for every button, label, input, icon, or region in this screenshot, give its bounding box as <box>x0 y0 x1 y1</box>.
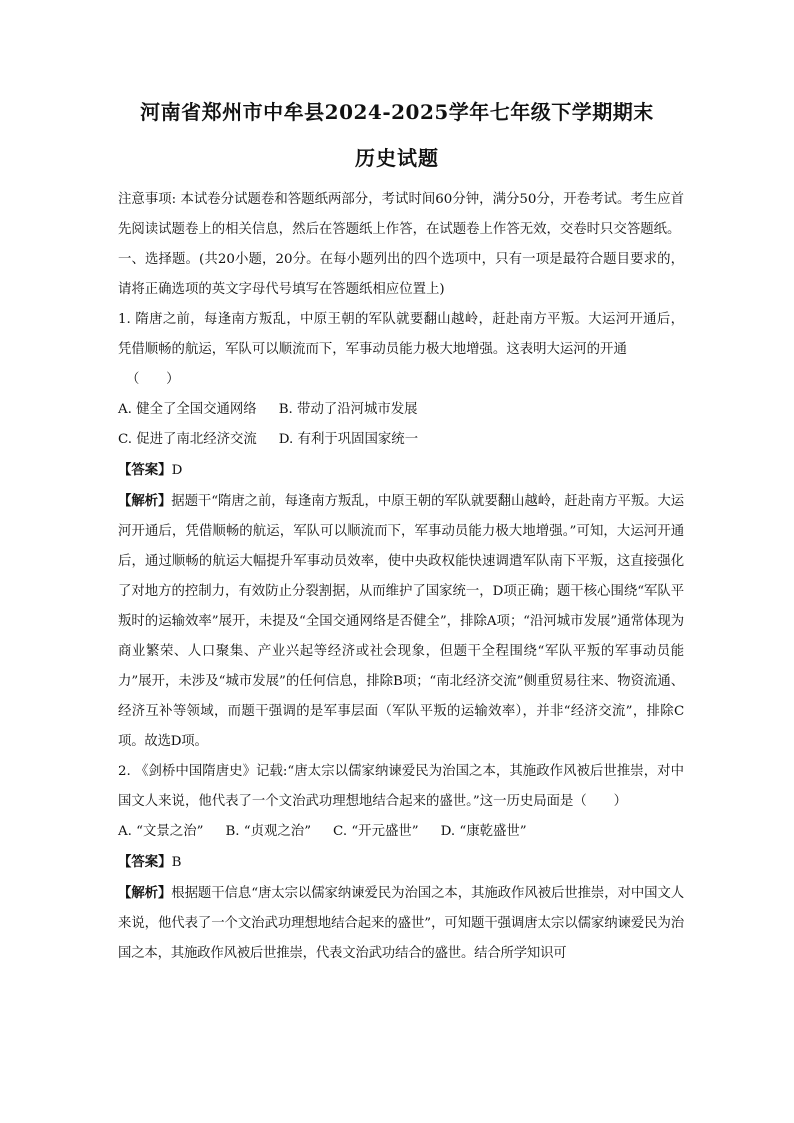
question-2-options-row <box>118 817 684 847</box>
analysis-text: 根据题干信息“唐太宗以儒家纳谏爱民为治国之本，其施政作风被后世推崇，对中国文人来说，他代表了一个文治武功理想地结合起来的盛世”，可知题干强调唐太宗以儒家纳谏爱民为治国之本，其施政作风被后世推崇，代表文治武功结合的盛世。结合所学知识可 <box>118 886 685 961</box>
question-1-answer <box>118 455 684 486</box>
question-2-option-b: B. “贞观之治” <box>225 824 312 839</box>
analysis-label: 【解析】 <box>118 885 172 901</box>
question-1-option-c: C. 促进了南北经济交流 <box>118 432 257 447</box>
question-2-option-c: C. “开元盛世” <box>333 824 419 839</box>
question-1-options-row-1 <box>118 395 684 425</box>
question-1-paren: （ ） <box>126 372 180 387</box>
answer-value: B <box>171 855 182 870</box>
document-title: 河南省郑州市中牟县2024-2025学年七年级下学期期末 <box>140 100 654 124</box>
document-subtitle: 历史试题 <box>355 146 439 170</box>
exam-notice: 注意事项: 本试卷分试题卷和答题纸两部分，考试时间60分钟，满分50分，开卷考试。考生应首先阅读试题卷上的相关信息，然后在答题纸上作答，在试题卷上作答无效，交卷时只交答题纸。 <box>118 192 684 237</box>
answer-label: 【答案】 <box>118 462 172 478</box>
analysis-text: 据题干“隋唐之前，每逢南方叛乱，中原王朝的军队就要翻山越岭，赶赴南方平叛。大运河开通后，凭借顺畅的航运，军队可以顺流而下，军事动员能力极大地增强。”可知，大运河开通后，通过顺畅的航运大幅提升军事动员效率，使中央政权能快速调遣军队南下平叛，这直接强化了对地方的控制力，有效防止分裂割据，从而维护了国家统一，D项正确；题干核心围绕“军队平叛时的运输效率”展开，未提及“全国交通网络是否健全”，排除A项；“沿河城市发展”通常体现为商业繁荣、人口聚集、产业兴起等经济或社会现象，但题干全程围绕“军队平叛的军事动员能力”展开，未涉及“城市发展”的任何信息，排除B项；“南北经济交流”侧重贸易往来、物资流通、经济互补等领域，而题干强调的是军事层面（军队平叛的运输效率），并非“经济交流”，排除C项。故选D项。 <box>118 494 685 749</box>
question-1-stem <box>118 305 684 365</box>
question-2-analysis <box>118 878 684 969</box>
question-2-stem: 2. 《剑桥中国隋唐史》记载:“唐太宗以儒家纳谏爱民为治国之本，其施政作风被后世推崇，对中国文人来说，他代表了一个文治武功理想地结合起来的盛世。”这一历史局面是（ ） <box>118 764 684 809</box>
question-1-options-row-2 <box>118 425 684 455</box>
question-1-stem-text: 1. 隋唐之前，每逢南方叛乱，中原王朝的军队就要翻山越岭，赶赴南方平叛。大运河开通后，凭借顺畅的航运，军队可以顺流而下，军事动员能力极大地增强。这表明大运河的开通 <box>118 312 684 357</box>
answer-label: 【答案】 <box>118 854 172 870</box>
question-2-option-a: A. “文景之治” <box>118 824 204 839</box>
question-1-option-a: A. 健全了全国交通网络 <box>118 402 257 417</box>
question-1-option-d: D. 有利于巩固国家统一 <box>278 432 419 447</box>
document-body <box>118 185 684 969</box>
analysis-label: 【解析】 <box>118 493 172 509</box>
question-2-answer <box>118 847 684 878</box>
question-1-analysis <box>118 486 684 757</box>
section-heading: 一、选择题。(共20小题，20分。在每小题列出的四个选项中，只有一项是最符合题目要求的，请将正确选项的英文字母代号填写在答题纸相应位置上) <box>118 252 684 297</box>
question-1-option-b: B. 带动了沿河城市发展 <box>278 402 418 417</box>
question-2-option-d: D. “康乾盛世” <box>440 824 527 839</box>
answer-value: D <box>171 463 183 478</box>
